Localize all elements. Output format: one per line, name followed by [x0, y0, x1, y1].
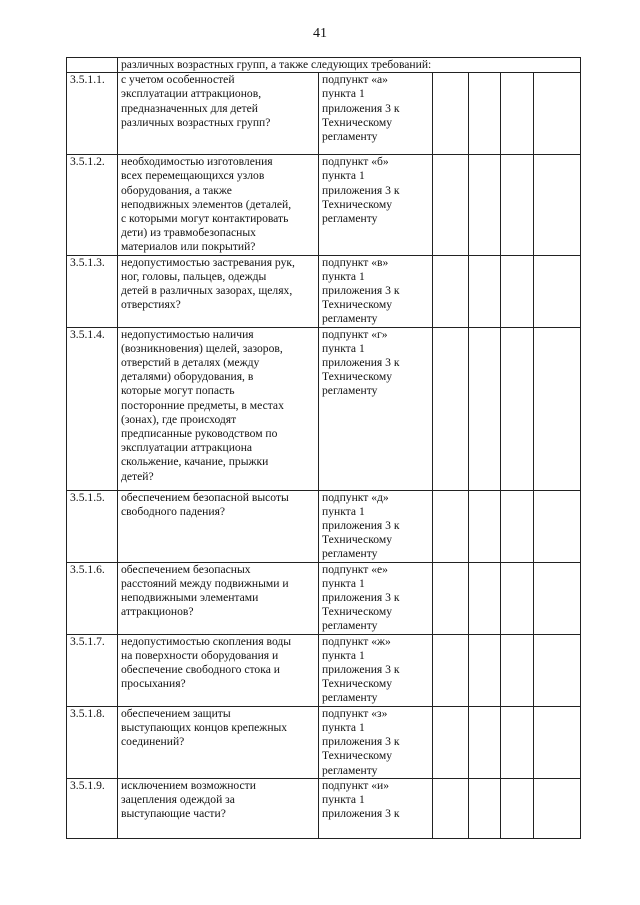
answer-cell	[469, 155, 501, 255]
item-number: 3.5.1.4.	[67, 327, 118, 490]
answer-cell	[534, 634, 581, 706]
answer-cell	[501, 490, 534, 562]
regulation-reference: подпункт «г» пункта 1 приложения 3 к Техническому регламенту	[319, 327, 433, 490]
answer-cell	[469, 255, 501, 327]
item-number: 3.5.1.2.	[67, 155, 118, 255]
answer-cell	[433, 327, 469, 490]
regulation-reference: подпункт «е» пункта 1 приложения 3 к Техническому регламенту	[319, 562, 433, 634]
answer-cell	[534, 778, 581, 838]
answer-cell	[501, 255, 534, 327]
answer-cell	[534, 490, 581, 562]
requirement-text: обеспечением безопасных расстояний между подвижными и неподвижными элементами аттракционов?	[118, 562, 319, 634]
requirement-text: необходимостью изготовления всех перемещающихся узлов оборудования, а также неподвижных элементов (деталей, с которыми могут контактировать дети) из травмобезопасных материалов или покрытий?	[118, 155, 319, 255]
regulation-reference: подпункт «д» пункта 1 приложения 3 к Техническому регламенту	[319, 490, 433, 562]
answer-cell	[433, 706, 469, 778]
answer-cell	[469, 490, 501, 562]
answer-cell	[501, 634, 534, 706]
item-number: 3.5.1.1.	[67, 73, 118, 155]
answer-cell	[501, 73, 534, 155]
requirement-text: с учетом особенностей эксплуатации аттракционов, предназначенных для детей различных возрастных групп?	[118, 73, 319, 155]
answer-cell	[501, 706, 534, 778]
table-row	[67, 490, 581, 562]
answer-cell	[433, 562, 469, 634]
regulation-reference: подпункт «з» пункта 1 приложения 3 к Техническому регламенту	[319, 706, 433, 778]
table-row	[67, 327, 581, 490]
answer-cell	[433, 155, 469, 255]
item-number: 3.5.1.3.	[67, 255, 118, 327]
answer-cell	[433, 490, 469, 562]
answer-cell	[534, 327, 581, 490]
item-number: 3.5.1.9.	[67, 778, 118, 838]
answer-cell	[433, 73, 469, 155]
answer-cell	[534, 562, 581, 634]
answer-cell	[501, 155, 534, 255]
answer-cell	[469, 562, 501, 634]
requirement-text: обеспечением защиты выступающих концов крепежных соединений?	[118, 706, 319, 778]
item-number: 3.5.1.8.	[67, 706, 118, 778]
answer-cell	[501, 327, 534, 490]
answer-cell	[469, 634, 501, 706]
requirement-text: недопустимостью наличия (возникновения) щелей, зазоров, отверстий в деталях (между деталями) оборудования, в которые могут попасть посторонние предметы, в местах (зонах), где происходят предписанные руководством по эксплуатации аттракциона скольжение, качание, прыжки детей?	[118, 327, 319, 490]
table-row	[67, 634, 581, 706]
answer-cell	[433, 634, 469, 706]
answer-cell	[501, 562, 534, 634]
regulation-reference: подпункт «в» пункта 1 приложения 3 к Техническому регламенту	[319, 255, 433, 327]
table-row	[67, 155, 581, 255]
requirement-text: исключением возможности зацепления одеждой за выступающие части?	[118, 778, 319, 838]
table-row	[67, 255, 581, 327]
answer-cell	[534, 706, 581, 778]
answer-cell	[534, 73, 581, 155]
table-lead-row	[67, 58, 581, 73]
answer-cell	[469, 73, 501, 155]
table-row	[67, 778, 581, 838]
regulation-reference: подпункт «ж» пункта 1 приложения 3 к Техническому регламенту	[319, 634, 433, 706]
answer-cell	[469, 706, 501, 778]
answer-cell	[534, 155, 581, 255]
table-row	[67, 73, 581, 155]
requirement-text: обеспечением безопасной высоты свободного падения?	[118, 490, 319, 562]
requirement-text: недопустимостью застревания рук, ног, головы, пальцев, одежды детей в различных зазорах, щелях, отверстиях?	[118, 255, 319, 327]
regulation-reference: подпункт «и» пункта 1 приложения 3 к	[319, 778, 433, 838]
table-row	[67, 706, 581, 778]
answer-cell	[433, 255, 469, 327]
item-number: 3.5.1.5.	[67, 490, 118, 562]
requirements-table	[66, 57, 581, 839]
table-row	[67, 562, 581, 634]
requirement-text: недопустимостью скопления воды на поверхности оборудования и обеспечение свободного стока и просыхания?	[118, 634, 319, 706]
answer-cell	[501, 778, 534, 838]
lead-spacer-cell	[67, 58, 118, 73]
lead-text: различных возрастных групп, а также следующих требований:	[118, 58, 581, 73]
page-number: 41	[313, 26, 327, 41]
answer-cell	[469, 327, 501, 490]
answer-cell	[469, 778, 501, 838]
item-number: 3.5.1.7.	[67, 634, 118, 706]
answer-cell	[534, 255, 581, 327]
item-number: 3.5.1.6.	[67, 562, 118, 634]
regulation-reference: подпункт «б» пункта 1 приложения 3 к Техническому регламенту	[319, 155, 433, 255]
answer-cell	[433, 778, 469, 838]
regulation-reference: подпункт «а» пункта 1 приложения 3 к Техническому регламенту	[319, 73, 433, 155]
